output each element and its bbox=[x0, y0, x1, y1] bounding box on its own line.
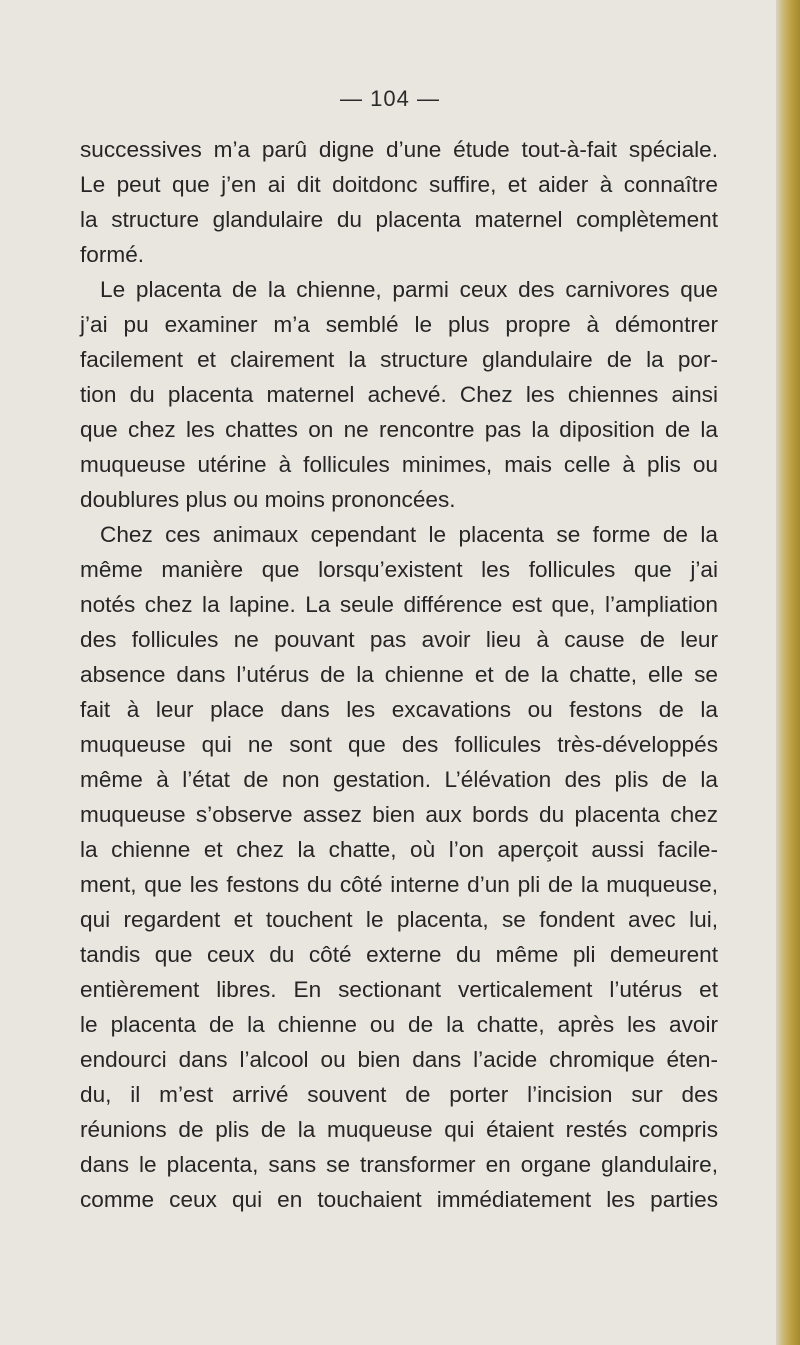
text-line: que chez les chattes on ne rencontre pas la diposition de la bbox=[80, 417, 718, 442]
text-line: même manière que lorsqu’existent les follicules que j’ai bbox=[80, 557, 718, 582]
text-line: entièrement libres. En sectionant verticalement l’utérus et bbox=[80, 977, 718, 1002]
text-line: Le placenta de la chienne, parmi ceux des carnivores que bbox=[100, 277, 718, 302]
text-line: ment, que les festons du côté interne d’un pli de la muqueuse, bbox=[80, 872, 718, 897]
page-number: — 104 — bbox=[340, 86, 440, 111]
text-line: doublures plus ou moins prononcées. bbox=[80, 487, 456, 512]
text-line: la structure glandulaire du placenta maternel complètement bbox=[80, 207, 718, 232]
text-line: fait à leur place dans les excavations ou festons de la bbox=[80, 697, 718, 722]
text-line: le placenta de la chienne ou de la chatte, après les avoir bbox=[80, 1012, 718, 1037]
text-line: tandis que ceux du côté externe du même pli demeurent bbox=[80, 942, 718, 967]
text-line: facilement et clairement la structure glandulaire de la por- bbox=[80, 347, 718, 372]
text-line: Le peut que j’en ai dit doitdonc suffire, et aider à connaître bbox=[80, 172, 718, 197]
text-line: la chienne et chez la chatte, où l’on aperçoit aussi facile- bbox=[80, 837, 718, 862]
text-line: des follicules ne pouvant pas avoir lieu à cause de leur bbox=[80, 627, 718, 652]
text-line: tion du placenta maternel achevé. Chez les chiennes ainsi bbox=[80, 382, 718, 407]
text-line: même à l’état de non gestation. L’élévation des plis de la bbox=[80, 767, 718, 792]
body-text bbox=[80, 132, 718, 1217]
text-line: endourci dans l’alcool ou bien dans l’acide chromique éten- bbox=[80, 1047, 718, 1072]
page-edge bbox=[776, 0, 800, 1345]
text-line: formé. bbox=[80, 242, 145, 267]
text-line: muqueuse s’observe assez bien aux bords du placenta chez bbox=[80, 802, 718, 827]
text-line: absence dans l’utérus de la chienne et de la chatte, elle se bbox=[80, 662, 718, 687]
text-line: dans le placenta, sans se transformer en organe glandulaire, bbox=[80, 1152, 718, 1177]
text-line: j’ai pu examiner m’a semblé le plus propre à démontrer bbox=[80, 312, 718, 337]
text-line: réunions de plis de la muqueuse qui étaient restés compris bbox=[80, 1117, 718, 1142]
text-line: muqueuse utérine à follicules minimes, mais celle à plis ou bbox=[80, 452, 718, 477]
text-line: Chez ces animaux cependant le placenta se forme de la bbox=[100, 522, 718, 547]
text-line: notés chez la lapine. La seule différence est que, l’ampliation bbox=[80, 592, 718, 617]
text-line: muqueuse qui ne sont que des follicules très-développés bbox=[80, 732, 718, 757]
text-line: successives m’a parû digne d’une étude tout-à-fait spéciale. bbox=[80, 137, 718, 162]
text-line: qui regardent et touchent le placenta, se fondent avec lui, bbox=[80, 907, 718, 932]
text-line: du, il m’est arrivé souvent de porter l’incision sur des bbox=[80, 1082, 718, 1107]
text-line: comme ceux qui en touchaient immédiatement les parties bbox=[80, 1187, 718, 1212]
